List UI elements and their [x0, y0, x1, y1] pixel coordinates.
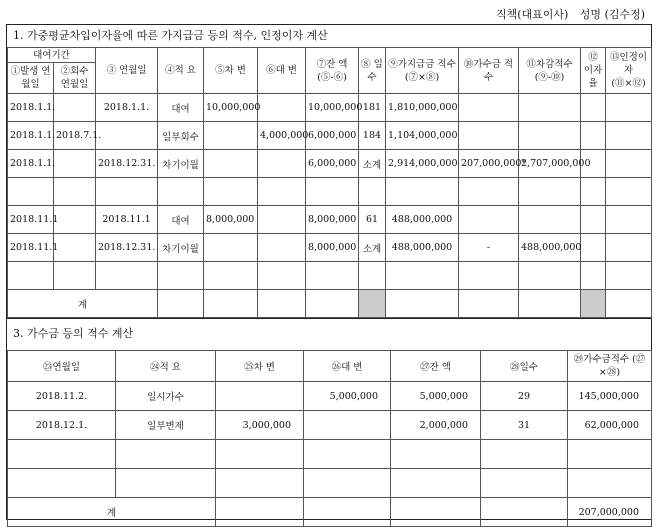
cell-rate: [581, 178, 606, 206]
cell-days: 31: [481, 411, 568, 440]
table-row: [8, 178, 652, 206]
cell-rate: [581, 94, 606, 122]
col-net-product-header: ⑪차감적수 (⑨-⑩): [519, 48, 581, 94]
col-interest-header: ⑬인정이자 (⑪×⑫): [606, 48, 652, 94]
table-row: [8, 411, 652, 440]
cell-interest: [606, 150, 652, 178]
cell-debit: [204, 262, 258, 290]
cell-net-product: [519, 94, 581, 122]
cell-net-product: 2,707,000,000: [519, 150, 581, 178]
cell-desc: 대여: [158, 94, 204, 122]
cell-date: [8, 469, 116, 498]
col-credit-header: ㉖대 변: [304, 351, 391, 382]
cell-advance-product: [386, 178, 459, 206]
interest-table: [7, 47, 652, 318]
total-cell: [204, 290, 258, 318]
col-debit-header: ⑤차 변: [204, 48, 258, 94]
cell-desc: [158, 178, 204, 206]
cell-balance: 8,000,000: [306, 206, 359, 234]
cell-issue-date: 2018.11.1: [8, 206, 54, 234]
col-date-header: ③ 연월일: [96, 48, 158, 94]
cell-balance: [391, 469, 481, 498]
table-row: [8, 262, 652, 290]
cell-date: 2018.1.1.: [96, 94, 158, 122]
cell-repay-date: [54, 150, 96, 178]
cell-desc: [116, 440, 216, 469]
cell-balance: 6,000,000: [306, 150, 359, 178]
cell-desc: 대여: [158, 206, 204, 234]
cell-desc: 차기이월: [158, 150, 204, 178]
cell-credit: [258, 178, 306, 206]
total-row: [8, 290, 652, 318]
cell-date: [96, 178, 158, 206]
cell-rate: [581, 206, 606, 234]
cell-interest: [606, 178, 652, 206]
col-rate-header: ⑫ 이자 율: [581, 48, 606, 94]
table-row: [8, 150, 652, 178]
cell-date: [96, 122, 158, 150]
cell-debit: 3,000,000: [216, 411, 304, 440]
cell-debit: [216, 440, 304, 469]
cell-desc: 일시가수: [116, 382, 216, 411]
section3: [7, 318, 651, 527]
section1-title: 1. 가중평균차입이자율에 따른 가지급금 등의 적수, 인정이자 계산: [13, 29, 328, 42]
cell-deposit-product: -: [459, 234, 519, 262]
col-debit-header: ㉕차 변: [216, 351, 304, 382]
table-row: [8, 122, 652, 150]
cell-date: 2018.11.2.: [8, 382, 116, 411]
cell-date: [8, 440, 116, 469]
table-row: [8, 94, 652, 122]
col-issue-date-header: ①발생 연월일: [8, 63, 54, 94]
cell-issue-date: [8, 178, 54, 206]
shaded-cell: [359, 290, 386, 318]
cell-net-product: [519, 206, 581, 234]
total-cell: [386, 290, 459, 318]
cell-interest: [606, 234, 652, 262]
cell-desc: 일부회수: [158, 122, 204, 150]
cell-net-product: [519, 122, 581, 150]
col-repay-date-header: ②회수 연월일: [54, 63, 96, 94]
cell-credit: [304, 440, 391, 469]
cell-credit: [258, 234, 306, 262]
cell-repay-date: [54, 234, 96, 262]
cell-days: 184: [359, 122, 386, 150]
col-deposit-product-header: ⑩가수금 적수: [459, 48, 519, 94]
cell-date: 2018.11.1: [96, 206, 158, 234]
cell-debit: [216, 469, 304, 498]
total-cell: [481, 498, 568, 527]
cell-interest: [606, 262, 652, 290]
cell-deposit-product: [568, 440, 652, 469]
cell-deposit-product: [459, 262, 519, 290]
col-balance-header: ⑦잔 액 (⑤-⑥): [306, 48, 359, 94]
total-label: 계: [8, 290, 158, 318]
position-label: 직책(대표이사): [495, 8, 569, 21]
col-date-header: ㉓연월일: [8, 351, 116, 382]
cell-balance: [306, 178, 359, 206]
total-cell: [158, 290, 204, 318]
col-credit-header: ⑥대 변: [258, 48, 306, 94]
cell-issue-date: [8, 262, 54, 290]
cell-days: 29: [481, 382, 568, 411]
cell-advance-product: [386, 262, 459, 290]
total-cell: [306, 290, 359, 318]
total-cell: [216, 498, 304, 527]
cell-date: [96, 262, 158, 290]
cell-days: 181: [359, 94, 386, 122]
cell-repay-date: [54, 262, 96, 290]
total-cell: [606, 290, 652, 318]
cell-advance-product: 488,000,000: [386, 206, 459, 234]
cell-balance: 8,000,000: [306, 234, 359, 262]
col-days-header: ㉘일수: [481, 351, 568, 382]
table-row: [8, 234, 652, 262]
table-row: [8, 469, 652, 498]
cell-rate: [581, 234, 606, 262]
col-deposit-product-header: ㉙가수금적수 (㉗×㉘): [568, 351, 652, 382]
col-desc-header: ④적 요: [158, 48, 204, 94]
cell-deposit-product: [459, 94, 519, 122]
total-cell: [459, 290, 519, 318]
cell-net-product: [519, 262, 581, 290]
cell-rate: [581, 262, 606, 290]
section3-title: 3. 가수금 등의 적수 계산: [13, 327, 134, 340]
cell-deposit-product: [459, 206, 519, 234]
cell-credit: [304, 469, 391, 498]
total-label: 계: [8, 498, 216, 527]
cell-deposit-product: [459, 178, 519, 206]
cell-date: 2018.12.31.: [96, 150, 158, 178]
cell-deposit-product: [568, 469, 652, 498]
cell-repay-date: 2018.7.1.: [54, 122, 96, 150]
table-row: [8, 440, 652, 469]
table-row: [8, 382, 652, 411]
cell-desc: [158, 262, 204, 290]
cell-repay-date: [54, 206, 96, 234]
cell-issue-date: 2018.11.1: [8, 234, 54, 262]
cell-debit: 10,000,000: [204, 94, 258, 122]
cell-issue-date: 2018.1.1.: [8, 94, 54, 122]
cell-days: 소계: [359, 150, 386, 178]
cell-balance: 2,000,000: [391, 411, 481, 440]
name-label: 성명 (김수정): [579, 8, 645, 21]
cell-debit: [204, 150, 258, 178]
cell-deposit-product: 145,000,000: [568, 382, 652, 411]
shaded-cell: [581, 290, 606, 318]
cell-credit: [304, 411, 391, 440]
cell-credit: [258, 150, 306, 178]
cell-credit: [258, 94, 306, 122]
total-cell: [519, 290, 581, 318]
cell-debit: 8,000,000: [204, 206, 258, 234]
signature-header: [488, 6, 645, 22]
cell-debit: [204, 234, 258, 262]
cell-credit: 5,000,000: [304, 382, 391, 411]
cell-balance: 6,000,000: [306, 122, 359, 150]
cell-interest: [606, 122, 652, 150]
cell-issue-date: 2018.1.1.: [8, 150, 54, 178]
table-row: [8, 206, 652, 234]
cell-days: 소계: [359, 234, 386, 262]
cell-days: [481, 440, 568, 469]
cell-balance: [306, 262, 359, 290]
cell-deposit-product: 207,000,000*: [459, 150, 519, 178]
col-advance-product-header: ⑨가지급금 적수 (⑦×⑧): [386, 48, 459, 94]
cell-net-product: 488,000,000: [519, 234, 581, 262]
cell-rate: [581, 122, 606, 150]
cell-debit: [204, 122, 258, 150]
col-desc-header: ㉔적 요: [116, 351, 216, 382]
cell-repay-date: [54, 178, 96, 206]
cell-desc: 일부변제: [116, 411, 216, 440]
cell-desc: 차기이월: [158, 234, 204, 262]
total-row: [8, 498, 652, 527]
cell-days: [359, 262, 386, 290]
deposit-table: [7, 350, 652, 527]
cell-date: 2018.12.1.: [8, 411, 116, 440]
loan-period-header: 대여기간: [8, 48, 96, 63]
cell-advance-product: 1,104,000,000: [386, 122, 459, 150]
form-sheet: [6, 24, 652, 520]
total-value: 207,000,000: [568, 498, 652, 527]
total-cell: [258, 290, 306, 318]
cell-days: [359, 178, 386, 206]
cell-balance: 10,000,000: [306, 94, 359, 122]
cell-days: 61: [359, 206, 386, 234]
cell-advance-product: 488,000,000: [386, 234, 459, 262]
cell-credit: [258, 206, 306, 234]
cell-desc: [116, 469, 216, 498]
col-days-header: ⑧ 일수: [359, 48, 386, 94]
cell-repay-date: [54, 94, 96, 122]
total-cell: [391, 498, 481, 527]
cell-debit: [204, 178, 258, 206]
cell-deposit-product: [459, 122, 519, 150]
cell-credit: [258, 262, 306, 290]
cell-balance: [391, 440, 481, 469]
cell-deposit-product: 62,000,000: [568, 411, 652, 440]
cell-issue-date: 2018.1.1.: [8, 122, 54, 150]
cell-advance-product: 1,810,000,000: [386, 94, 459, 122]
col-balance-header: ㉗잔 액: [391, 351, 481, 382]
cell-days: [481, 469, 568, 498]
cell-interest: [606, 94, 652, 122]
total-cell: [304, 498, 391, 527]
cell-credit: 4,000,000: [258, 122, 306, 150]
cell-date: 2018.12.31.: [96, 234, 158, 262]
cell-interest: [606, 206, 652, 234]
cell-advance-product: 2,914,000,000: [386, 150, 459, 178]
cell-net-product: [519, 178, 581, 206]
cell-balance: 5,000,000: [391, 382, 481, 411]
cell-debit: [216, 382, 304, 411]
